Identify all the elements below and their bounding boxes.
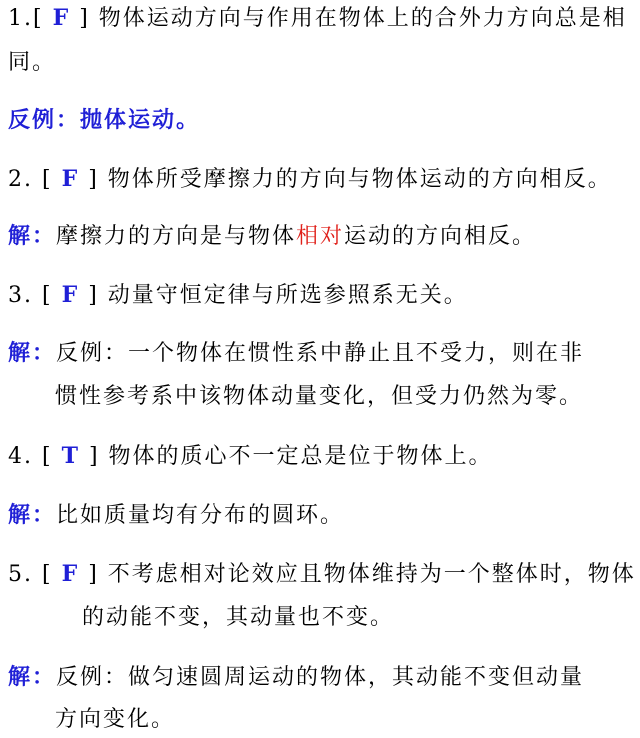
explanation-text: 反例：做匀速圆周运动的物体，其动能不变但动量 — [56, 665, 585, 690]
answer-mark: F — [61, 282, 80, 308]
item-number: 3. [ — [8, 283, 53, 308]
item-number: 5. [ — [8, 562, 53, 587]
explanation-text: 反例：一个物体在惯性系中静止且不受力，则在非 — [56, 341, 585, 366]
explanation-label: 解： — [8, 340, 57, 366]
explanation-label: 反例： — [8, 107, 81, 133]
answer-mark: F — [61, 166, 80, 192]
item-4-explanation — [8, 501, 636, 530]
statement-text: 不考虑相对论效应且物体维持为一个整体时，物体 — [107, 562, 636, 587]
statement-text: 物体运动方向与作用在物体上的合外力方向总是相 — [98, 6, 627, 31]
explanation-text: 运动的方向相反。 — [344, 224, 537, 249]
bracket-close: ] — [88, 167, 99, 192]
answer-mark: T — [61, 443, 80, 469]
explanation-text: 摩擦力的方向是与物体 — [56, 224, 297, 249]
item-3-statement — [8, 281, 636, 310]
explanation-label: 解： — [8, 502, 57, 528]
item-3-explanation-cont — [55, 383, 636, 411]
bracket-close: ] — [88, 444, 100, 469]
statement-text: 动量守恒定律与所选参照系无关。 — [107, 283, 468, 308]
item-1-statement — [8, 4, 636, 33]
item-number: 4. [ — [8, 444, 53, 469]
item-5-explanation — [8, 663, 636, 692]
bracket-close: ] — [88, 562, 99, 587]
answer-mark: F — [52, 5, 71, 31]
item-2-statement — [8, 165, 636, 194]
item-1-statement-cont — [8, 49, 636, 77]
item-3-explanation — [8, 339, 636, 368]
item-5-statement-cont — [82, 604, 636, 632]
item-2-explanation — [8, 222, 636, 251]
bracket-close: ] — [79, 6, 90, 31]
item-5-explanation-cont — [55, 706, 636, 734]
explanation-text: 方向变化。 — [55, 707, 176, 732]
item-1-explanation — [8, 106, 636, 135]
explanation-text: 比如质量均有分布的圆环。 — [56, 503, 345, 528]
item-number: 1.[ — [8, 6, 44, 31]
highlight-text: 相对 — [296, 224, 345, 249]
bracket-close: ] — [88, 283, 99, 308]
explanation-label: 解： — [8, 223, 57, 249]
explanation-text: 抛体运动。 — [80, 107, 201, 133]
item-5-statement — [8, 560, 636, 589]
item-number: 2. [ — [8, 167, 53, 192]
explanation-text: 惯性参考系中该物体动量变化，但受力仍然为零。 — [55, 384, 584, 409]
statement-text: 同。 — [8, 50, 57, 75]
statement-text: 的动能不变，其动量也不变。 — [82, 605, 395, 630]
statement-text: 物体的质心不一定总是位于物体上。 — [108, 444, 493, 469]
answer-mark: F — [61, 561, 80, 587]
explanation-label: 解： — [8, 664, 57, 690]
statement-text: 物体所受摩擦力的方向与物体运动的方向相反。 — [107, 167, 612, 192]
item-4-statement — [8, 442, 636, 471]
